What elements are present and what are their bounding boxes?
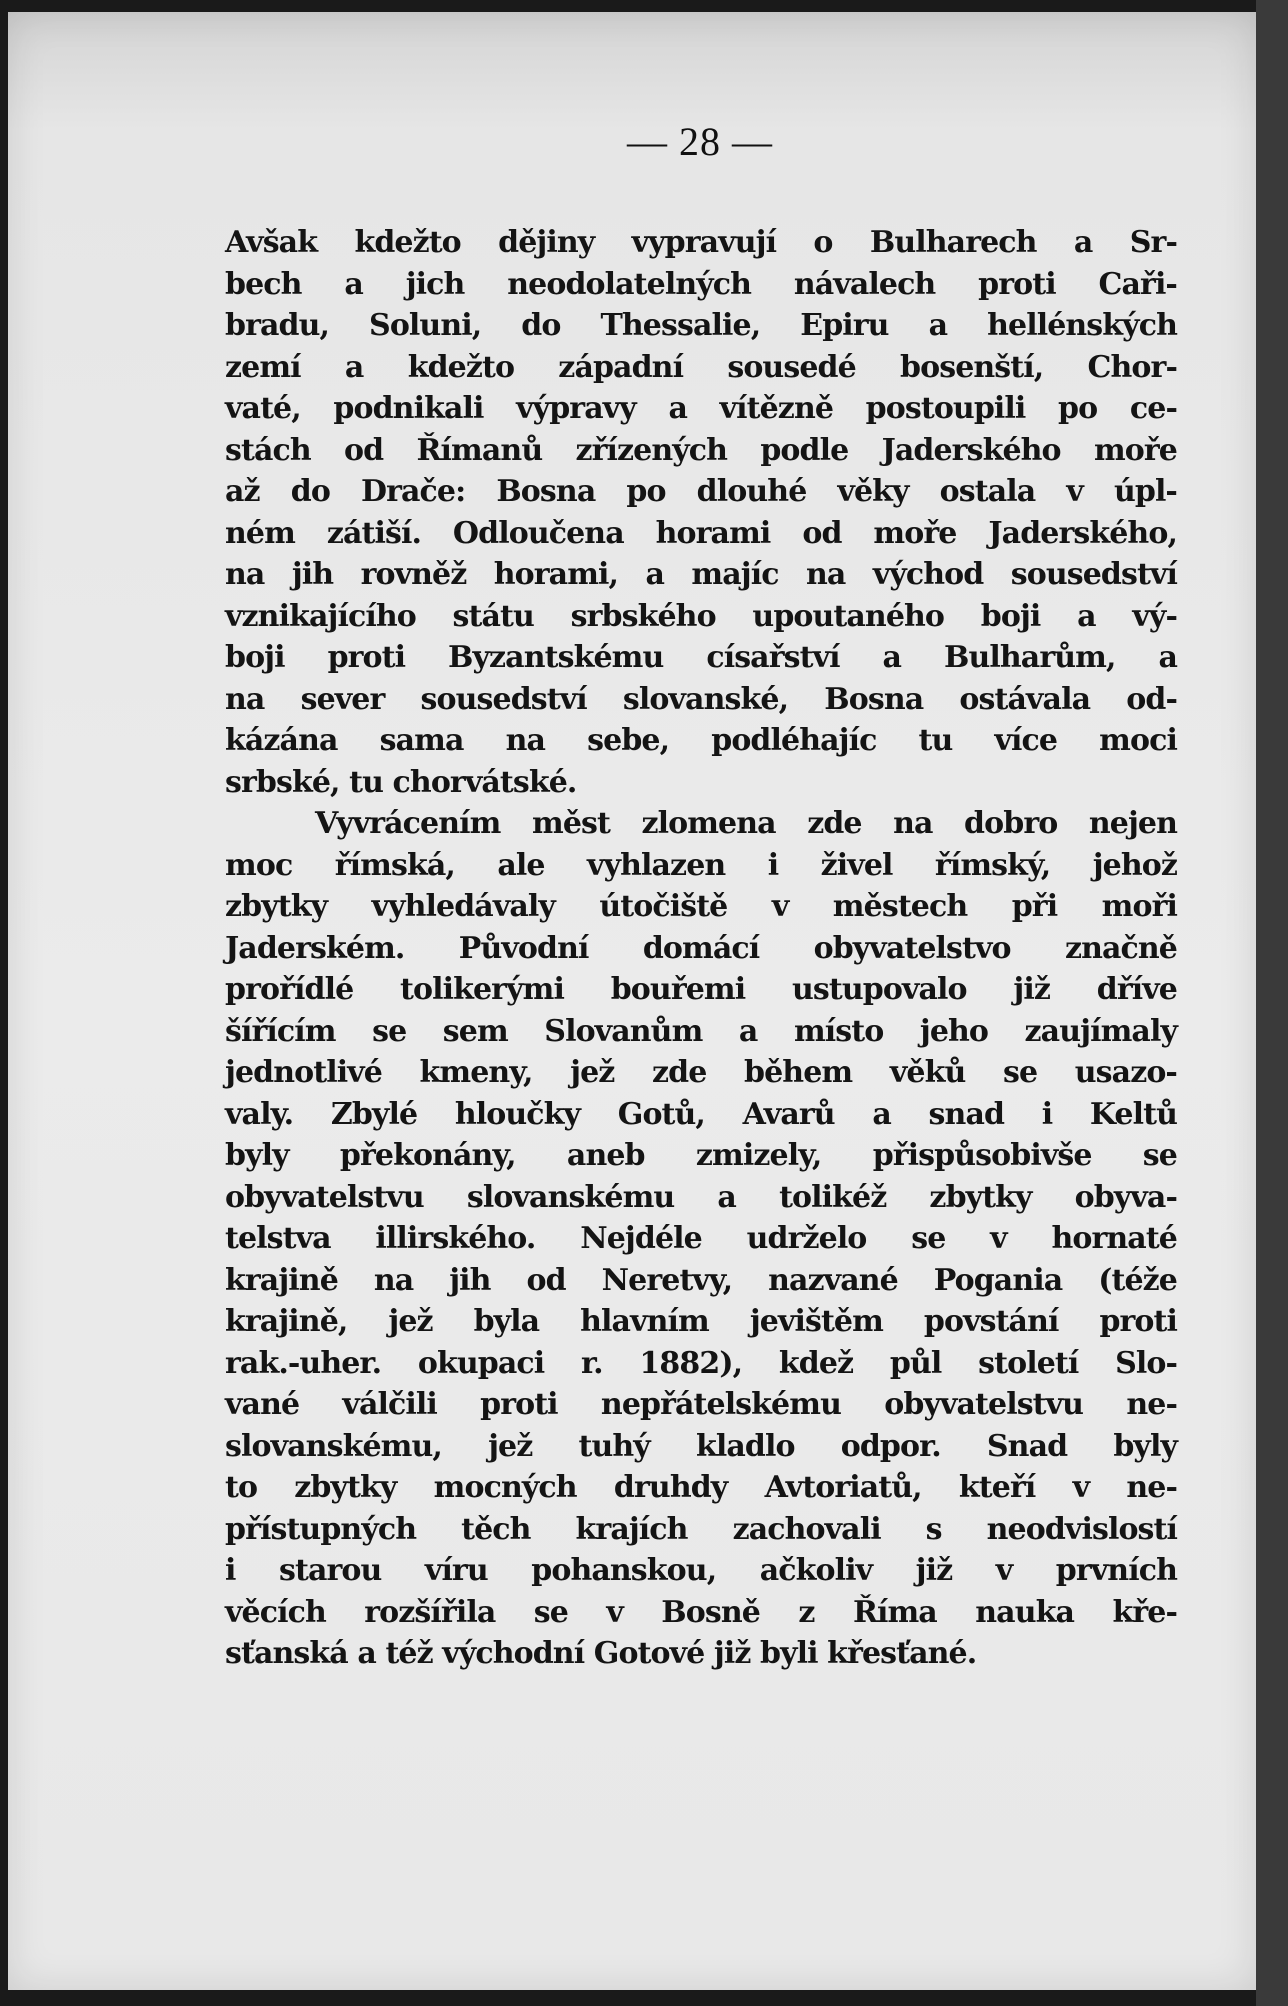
page-edge-shadow	[1256, 0, 1288, 2006]
text-line: srbské, tu chorvátské.	[225, 764, 577, 800]
text-line: na sever sousedství slovanské, Bosna ostávala od-	[225, 681, 1177, 717]
text-line: přístupných těch krajích zachovali s neodvislostí	[225, 1511, 1177, 1547]
text-line: na jih rovněž horami, a majíc na východ sousedství	[225, 557, 1177, 592]
text-line: moc římská, ale vyhlazen i živel římský, jehož	[225, 847, 1177, 883]
text-line: Avšak kdežto dějiny vypravují o Bulharech a Sr-	[225, 225, 1177, 260]
text-line: boji proti Byzantskému císařství a Bulharům, a	[225, 640, 1177, 675]
text-line: to zbytky mocných druhdy Avtoriatů, kteří v ne-	[225, 1470, 1177, 1505]
text-line: sťanská a též východní Gotové již byli křesťané.	[225, 1636, 977, 1671]
text-line: šířícím se sem Slovanům a místo jeho zaujímaly	[225, 1013, 1177, 1049]
text-line: rak.-uher. okupaci r. 1882), kdež půl století Slo-	[225, 1345, 1177, 1381]
page-number: — 28 —	[627, 119, 773, 164]
text-line: prořídlé tolikerými bouřemi ustupovalo již dříve	[225, 972, 1177, 1007]
text-line: ném zátiší. Odloučena horami od moře Jaderského,	[225, 515, 1177, 551]
text-line: stách od Římanů zřízených podle Jaderského moře	[225, 432, 1177, 468]
text-line: valy. Zbylé hloučky Gotů, Avarů a snad i Keltů	[225, 1096, 1177, 1132]
text-line: jednotlivé kmeny, jež zde během věků se usazo-	[225, 1055, 1177, 1090]
text-line: bech a jich neodolatelných návalech proti Caři-	[225, 266, 1177, 302]
text-line: slovanskému, jež tuhý kladlo odpor. Snad byly	[225, 1428, 1177, 1464]
text-line: zemí a kdežto západní sousedé bosenští, Chor-	[225, 349, 1177, 385]
text-line: obyvatelstvu slovanskému a tolikéž zbytky obyva-	[225, 1179, 1177, 1215]
text-line: telstva illirského. Nejdéle udrželo se v hornaté	[225, 1221, 1177, 1256]
text-line: zbytky vyhledávaly útočiště v městech při moři	[225, 889, 1177, 924]
text-line: vané válčili proti nepřátelskému obyvatelstvu ne-	[225, 1387, 1177, 1422]
text-line: Vyvrácením měst zlomena zde na dobro nejen	[315, 806, 1177, 841]
text-line: krajině na jih od Neretvy, nazvané Pogania (téže	[225, 1262, 1177, 1298]
text-line: i starou víru pohanskou, ačkoliv již v prvních	[225, 1553, 1177, 1588]
text-line: až do Drače: Bosna po dlouhé věky ostala v úpl-	[225, 474, 1177, 509]
body-text	[225, 222, 1177, 1675]
text-line: vaté, podnikali výpravy a vítězně postoupili po ce-	[225, 391, 1177, 426]
text-line: byly překonány, aneb zmizely, přispůsobivše se	[225, 1138, 1177, 1173]
text-line: krajině, jež byla hlavním jevištěm povstání proti	[225, 1304, 1177, 1339]
text-line: vznikajícího státu srbského upoutaného boji a vý-	[225, 598, 1177, 634]
text-line: kázána sama na sebe, podléhajíc tu více moci	[225, 723, 1177, 758]
text-line: Jaderském. Původní domácí obyvatelstvo značně	[225, 930, 1177, 966]
text-line: bradu, Soluni, do Thessalie, Epiru a hellénských	[225, 308, 1177, 343]
text-line: věcích rozšířila se v Bosně z Říma nauka kře-	[225, 1594, 1177, 1630]
